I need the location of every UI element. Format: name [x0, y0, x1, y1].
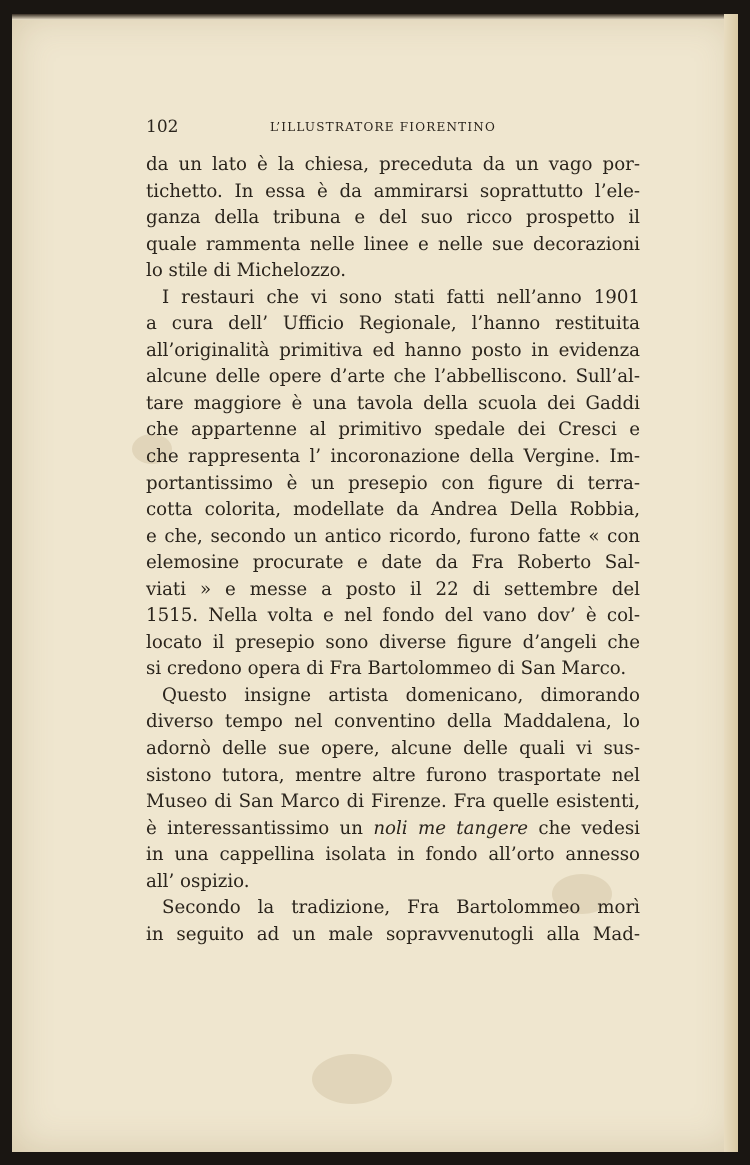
text-line: Questo insigne artista domenicano, dimorando [162, 684, 640, 706]
italic-phrase: noli me tangere [373, 817, 529, 839]
text-line: sistono tutora, mentre altre furono trasportate nel [146, 764, 640, 786]
text-line: I restauri che vi sono stati fatti nell’anno 1901 [162, 286, 640, 308]
text-line: 1515. Nella volta e nel fondo del vano dov’ è col- [146, 605, 640, 627]
text-line: che rappresenta l’ incoronazione della Vergine. Im- [146, 446, 640, 468]
text-line: Museo di San Marco di Firenze. Fra quelle esistenti, [146, 791, 640, 813]
text-line: e che, secondo un antico ricordo, furono fatte « con [146, 525, 640, 547]
text-line: in una cappellina isolata in fondo all’orto annesso [146, 844, 640, 866]
text-line: all’originalità primitiva ed hanno posto in evidenza [146, 339, 640, 361]
paragraph [146, 895, 640, 948]
page-right-edge [724, 14, 738, 1152]
text-line: che appartenne al primitivo spedale dei Cresci e [146, 419, 640, 441]
text-line: quale rammenta nelle linee e nelle sue decorazioni [146, 233, 640, 255]
text-line: lo stile di Michelozzo. [146, 260, 347, 282]
running-header [146, 117, 644, 143]
paragraph [146, 285, 640, 683]
text-line: cotta colorita, modellate da Andrea Della Robbia, [146, 499, 640, 521]
text-line: adornò delle sue opere, alcune delle quali vi sus- [146, 738, 640, 760]
text-line: alcune delle opere d’arte che l’abbelliscono. Sull’al- [146, 366, 640, 388]
text-line: elemosine procurate e date da Fra Roberto Sal- [146, 552, 640, 574]
text-line: è interessantissimo un noli me tangere che vedesi [146, 817, 640, 839]
foxing-stain [312, 1054, 392, 1104]
text-line: viati » e messe a posto il 22 di settembre del [146, 578, 640, 600]
paragraph [146, 683, 640, 895]
text-line: all’ ospizio. [146, 870, 250, 892]
body-text [146, 152, 640, 948]
text-line: ganza della tribuna e del suo ricco prospetto il [146, 207, 640, 229]
text-line: Secondo la tradizione, Fra Bartolommeo morì [162, 897, 640, 919]
paragraph [146, 152, 640, 285]
text-line: si credono opera di Fra Bartolommeo di San Marco. [146, 658, 627, 680]
page-number: 102 [146, 117, 179, 137]
text-line: portantissimo è un presepio con figure di terra- [146, 472, 640, 494]
page-top-edge [12, 14, 738, 20]
running-title: L’ILLUSTRATORE FIORENTINO [270, 120, 497, 134]
text-line: a cura dell’ Ufficio Regionale, l’hanno restituita [146, 313, 640, 335]
text-line: tare maggiore è una tavola della scuola dei Gaddi [146, 392, 640, 414]
text-line: locato il presepio sono diverse figure d’angeli che [146, 631, 640, 653]
text-line: diverso tempo nel conventino della Maddalena, lo [146, 711, 640, 733]
text-line: tichetto. In essa è da ammirarsi soprattutto l’ele- [146, 180, 640, 202]
text-line: da un lato è la chiesa, preceduta da un vago por- [146, 154, 640, 175]
text-line: in seguito ad un male sopravvenutogli alla Mad- [146, 923, 640, 945]
